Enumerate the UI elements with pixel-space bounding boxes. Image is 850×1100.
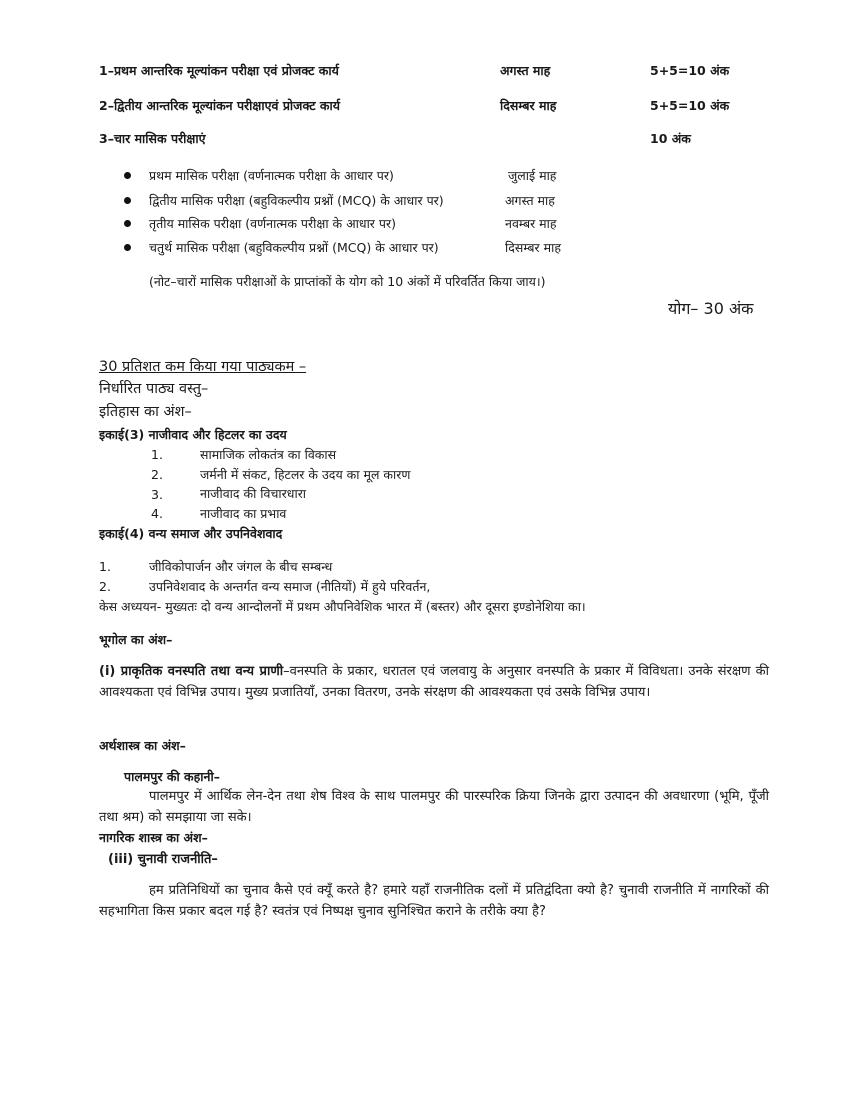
total-marks: योग– 30 अंक: [668, 299, 754, 318]
geography-heading: भूगोल का अंश–: [99, 632, 173, 647]
assessment-row-1-label: 1–प्रथम आन्तरिक मूल्यांकन परीक्षा एवं प्रोजक्ट कार्य: [99, 63, 339, 78]
assessment-row-1-marks: 5+5=10 अंक: [650, 63, 730, 78]
bullet-icon: [124, 197, 131, 204]
unit4-title: इकाई(4) वन्य समाज और उपनिवेशवाद: [99, 526, 283, 541]
unit3-item-1-num: 1.: [151, 447, 163, 462]
monthly-test-1-month: जुलाई माह: [508, 168, 557, 183]
unit3-title: इकाई(3) नाजीवाद और हिटलर का उदय: [99, 427, 287, 442]
assessment-row-3-label: 3–चार मासिक परीक्षाएं: [99, 131, 206, 146]
civics-heading: नागरिक शास्त्र का अंश–: [99, 830, 208, 845]
geography-paragraph: [99, 661, 769, 703]
economics-subheading: पालमपुर की कहानी–: [124, 769, 220, 784]
history-heading: इतिहास का अंश–: [99, 404, 192, 420]
monthly-test-4-month: दिसम्बर माह: [505, 240, 561, 255]
assessment-row-2-marks: 5+5=10 अंक: [650, 98, 730, 113]
syllabus-heading: 30 प्रतिशत कम किया गया पाठ्यकम –: [99, 359, 307, 375]
bullet-icon: [124, 244, 131, 251]
civics-subheading: (iii) चुनावी राजनीति–: [108, 852, 218, 867]
assessment-row-1-period: अगस्त माह: [500, 63, 551, 78]
geography-lead: (i) प्राकृतिक वनस्पति तथा वन्य प्राणी: [99, 664, 284, 679]
monthly-test-2: द्वितीय मासिक परीक्षा (बहुविकल्पीय प्रश्नों (MCQ) के आधार पर): [149, 193, 444, 208]
monthly-test-1: प्रथम मासिक परीक्षा (वर्णनात्मक परीक्षा के आधार पर): [149, 168, 394, 183]
bullet-icon: [124, 220, 131, 227]
unit3-item-2: जर्मनी में संकट, हिटलर के उदय का मूल कारण: [200, 467, 411, 482]
assessment-row-2-label: 2–द्वितीय आन्तरिक मूल्यांकन परीक्षाएवं प्रोजक्ट कार्य: [99, 98, 340, 113]
unit3-item-2-num: 2.: [151, 467, 163, 482]
economics-paragraph: पालमपुर में आर्थिक लेन-देन तथा शेष विश्व के साथ पालमपुर की पारस्परिक क्रिया जिनके द्वारा उत्पादन की अवधारणा (भूमि, पूँजी तथा श्रम) को समझाया जा सके।: [99, 789, 769, 825]
unit3-item-1: सामाजिक लोकतंत्र का विकास: [200, 447, 337, 462]
unit3-item-4: नाजीवाद का प्रभाव: [200, 506, 287, 521]
unit3-item-3-num: 3.: [151, 487, 163, 502]
economics-heading: अर्थशास्त्र का अंश–: [99, 738, 186, 753]
note: (नोट–चारों मासिक परीक्षाओं के प्राप्तांकों के योग को 10 अंकों में परिवर्तित किया जाय।): [149, 274, 546, 289]
unit3-item-4-num: 4.: [151, 506, 163, 521]
monthly-test-4: चतुर्थ मासिक परीक्षा (बहुविकल्पीय प्रश्नों (MCQ) के आधार पर): [149, 240, 439, 255]
monthly-test-2-month: अगस्त माह: [505, 193, 555, 208]
unit3-item-3: नाजीवाद की विचारधारा: [200, 486, 307, 501]
unit4-item-2: उपनिवेशवाद के अन्तर्गत वन्य समाज (नीतियों) में हुये परिवर्तन,: [149, 579, 431, 594]
syllabus-subheading: निर्धारित पाठ्य वस्तु–: [99, 381, 209, 397]
assessment-row-2-period: दिसम्बर माह: [500, 98, 557, 113]
assessment-row-3-marks: 10 अंक: [650, 131, 691, 146]
unit4-case-study: केस अध्ययन- मुख्यतः दो वन्य आन्दोलनों में प्रथम औपनिवेशिक भारत में (बस्तर) और दूसरा इण्डोनेशिया का।: [99, 599, 586, 614]
bullet-icon: [124, 172, 131, 179]
geography-text: –वनस्पति के प्रकार, धरातल एवं जलवायु के अनुसार वनस्पति के प्रकार में विविधता। उनके संरक्षण की आवश्यकता एवं विभिन्न उपाय। मुख्य प्रजातियाँ, उनका वितरण, उनके संरक्षण की आवश्यकता एवं उसके विभिन्न उपाय।: [99, 664, 770, 700]
monthly-test-3: तृतीय मासिक परीक्षा (वर्णनात्मक परीक्षा के आधार पर): [149, 216, 396, 231]
unit4-item-1: जीविकोपार्जन और जंगल के बीच सम्बन्ध: [149, 559, 333, 574]
monthly-test-3-month: नवम्बर माह: [505, 216, 557, 231]
unit4-item-2-num: 2.: [99, 579, 111, 594]
civics-paragraph: हम प्रतिनिधियों का चुनाव कैसे एवं क्यूँ करते है? हमारे यहाँ राजनीतिक दलों में प्रतिद्वंदिता क्यो है? चुनावी राजनीति में नागरिकों की सहभागिता किस प्रकार बदल गई है? स्वतंत्र एवं निष्पक्ष चुनाव सुनिश्चित कराने के तरीके क्या है?: [99, 883, 769, 919]
unit4-item-1-num: 1.: [99, 559, 111, 574]
